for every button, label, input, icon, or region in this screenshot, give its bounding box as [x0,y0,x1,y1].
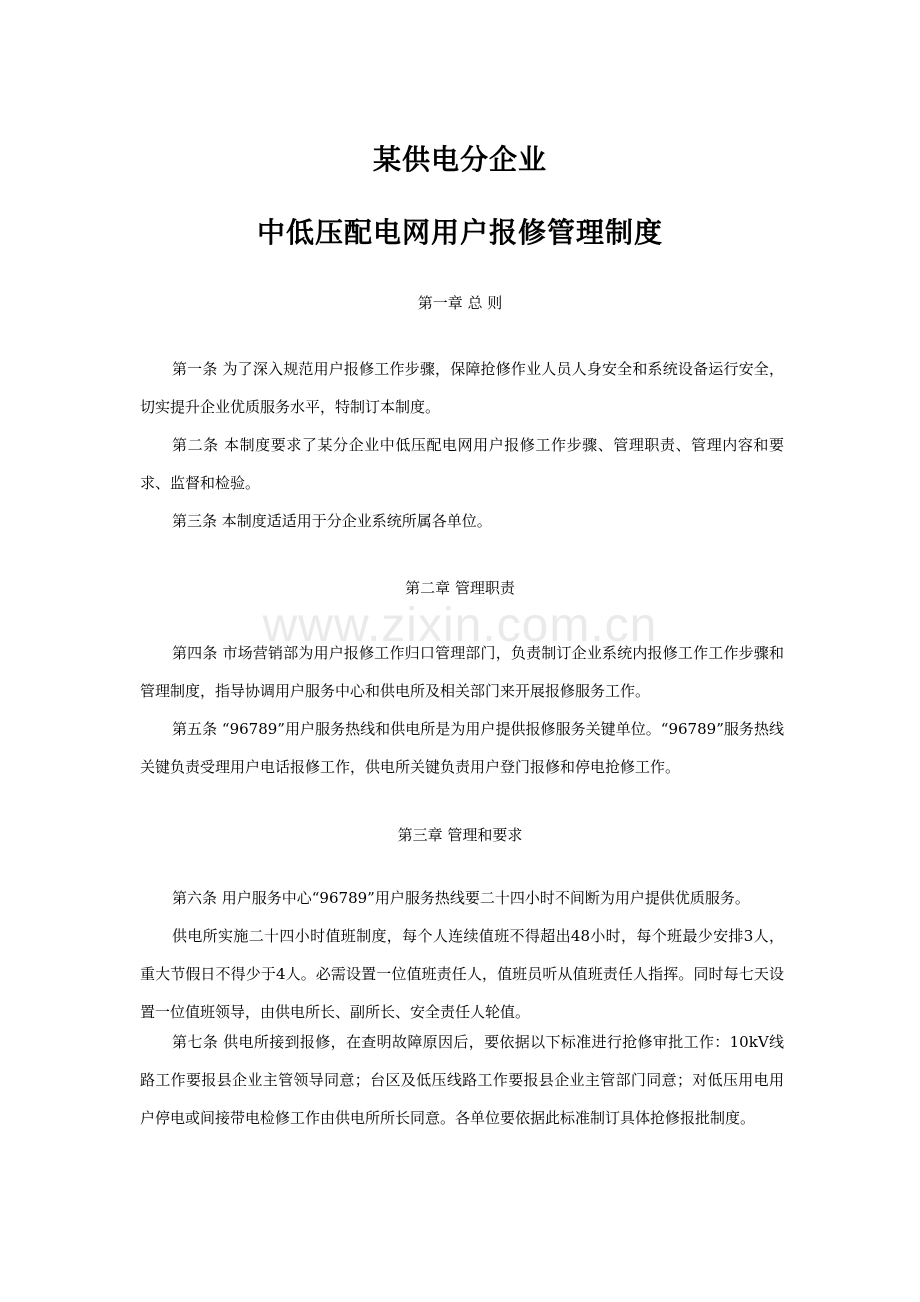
article-6: 第六条 用户服务中心“96789”用户服务热线要二十四小时不间断为用户提供优质服务。 [172,889,750,907]
article-4: 第四条 市场营销部为用户报修工作归口管理部门，负责制订企业系统内报修工作工作步骤和管理制度，指导协调用户服务中心和供电所及相关部门来开展报修服务工作。 [140,644,784,700]
article-3: 第三条 本制度适适用于分企业系统所属各单位。 [172,512,492,530]
document-title-line2: 中低压配电网用户报修管理制度 [256,216,663,249]
article-2: 第二条 本制度要求了某分企业中低压配电网用户报修工作步骤、管理职责、管理内容和要求、监督和检验。 [140,436,784,492]
article-5: 第五条 “96789”用户服务热线和供电所是为用户提供报修服务关键单位。“96789”服务热线关键负责受理用户电话报修工作，供电所关键负责用户登门报修和停电抢修工作。 [140,720,784,776]
article-1: 第一条 为了深入规范用户报修工作步骤，保障抢修作业人员人身安全和系统设备运行安全，切实提升企业优质服务水平，特制订本制度。 [140,360,784,416]
chapter-heading-1: 第一章 总 则 [417,294,503,312]
chapter-heading-2: 第二章 管理职责 [405,579,515,597]
chapter-heading-3: 第三章 管理和要求 [397,826,523,844]
document-title-line1: 某供电分企业 [372,143,547,176]
watermark: www.zixin.com.cn [262,599,658,652]
article-7: 第七条 供电所接到报修，在查明故障原因后，要依据以下标准进行抢修审批工作：10kV线路工作要报县企业主管领导同意；台区及低压线路工作要报县企业主管部门同意；对低压用电用户停电或间接带电检修工作由供电所所长同意。各单位要依据此标准制订具体抢修报批制度。 [140,1033,784,1127]
article-6-continued: 供电所实施二十四小时值班制度，每个人连续值班不得超出48小时，每个班最少安排3人，重大节假日不得少于4人。必需设置一位值班责任人，值班员听从值班责任人指挥。同时每七天设置一位值班领导，由供电所长、副所长、安全责任人轮值。 [140,927,784,1021]
